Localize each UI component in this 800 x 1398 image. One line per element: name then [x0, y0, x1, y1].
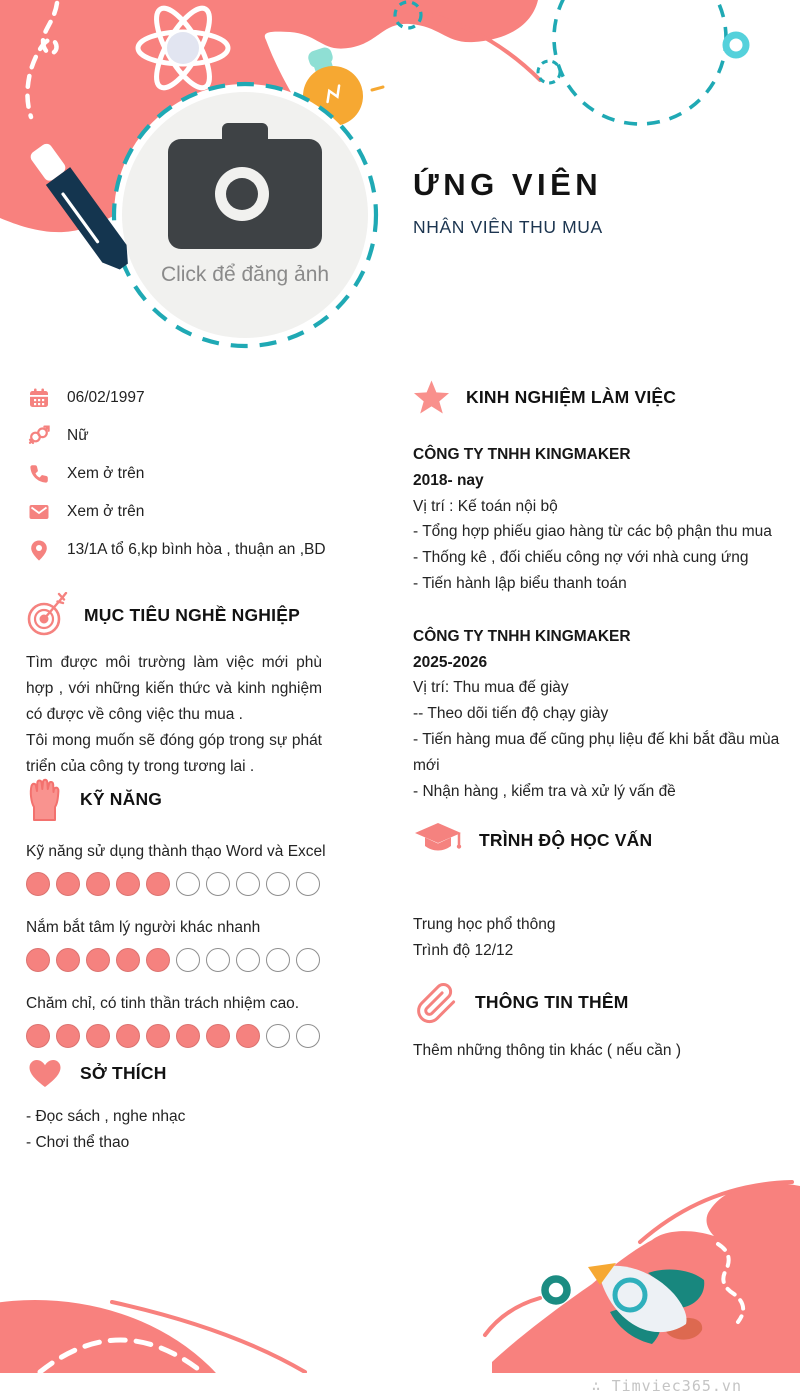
- interests-heading: SỞ THÍCH: [80, 1062, 167, 1083]
- skill-label: Kỹ năng sử dụng thành thạo Word và Excel: [26, 843, 326, 860]
- header-block: [413, 167, 603, 238]
- job-entry: [413, 442, 791, 597]
- paperclip-icon: [413, 980, 459, 1024]
- heart-icon: [26, 1056, 64, 1090]
- cyan-ring: [726, 35, 746, 55]
- additional-line: Thêm những thông tin khác ( nếu cần ): [413, 1042, 682, 1059]
- hand-icon: [26, 776, 64, 822]
- interest-item: - Đọc sách , nghe nhạc: [26, 1108, 186, 1125]
- skill-dot-filled: [146, 872, 170, 896]
- skill-dot-filled: [56, 948, 80, 972]
- skill-dot-filled: [146, 948, 170, 972]
- job-period: 2018- nay: [413, 471, 484, 489]
- skill-dot-empty: [236, 948, 260, 972]
- email-value: Xem ở trên: [67, 503, 145, 520]
- job-title: NHÂN VIÊN THU MUA: [413, 217, 603, 237]
- calendar-icon: [28, 387, 50, 409]
- skill-dot-empty: [206, 872, 230, 896]
- skill-dot-filled: [56, 1024, 80, 1048]
- skill-dot-empty: [296, 872, 320, 896]
- skill-dot-filled: [56, 872, 80, 896]
- photo-upload-label[interactable]: Click để đăng ảnh: [160, 263, 330, 286]
- job-company: CÔNG TY TNHH KINGMAKER: [413, 627, 631, 645]
- skill-level-meter: [26, 948, 366, 974]
- target-icon: [26, 592, 68, 638]
- contact-row-gender: [26, 417, 366, 455]
- skill-level-meter: [26, 872, 366, 898]
- gender-value: Nữ: [67, 427, 89, 444]
- pen-icon: [20, 120, 240, 300]
- skills-heading: KỸ NĂNG: [80, 788, 163, 809]
- graduation-cap-icon: [413, 820, 463, 860]
- email-icon: [28, 501, 50, 523]
- star-icon: [413, 379, 450, 415]
- skill-level-meter: [26, 1024, 366, 1050]
- page-title: ỨNG VIÊN: [413, 167, 603, 202]
- job-detail: - Tiến hàng mua đế cũng phụ liệu đế khi bắt đầu mùa mới: [413, 730, 780, 774]
- interests-section: [26, 1056, 366, 1156]
- additional-info-section: [413, 980, 791, 1064]
- skill-dot-empty: [266, 948, 290, 972]
- skill-dot-filled: [86, 948, 110, 972]
- skill-dot-empty: [176, 872, 200, 896]
- location-pin-icon: [28, 539, 50, 562]
- objective-heading: MỤC TIÊU NGHỀ NGHIỆP: [84, 604, 300, 625]
- additional-heading: THÔNG TIN THÊM: [475, 991, 629, 1012]
- skill-dot-empty: [206, 948, 230, 972]
- job-detail: - Nhận hàng , kiểm tra và xử lý vấn đề: [413, 782, 676, 800]
- brand-watermark: ∴ Timviec365.vn: [591, 1377, 742, 1395]
- skill-dot-filled: [146, 1024, 170, 1048]
- objective-paragraph: Tìm được môi trường làm việc mới phù hợp , với những kiến thức và kinh nghiệm có được về công việc thu mua .: [26, 654, 322, 723]
- skill-dot-filled: [116, 948, 140, 972]
- skill-dot-filled: [26, 872, 50, 896]
- job-detail: -- Theo dõi tiến độ chạy giày: [413, 705, 609, 723]
- skill-dot-filled: [236, 1024, 260, 1048]
- bottom-decoration: [0, 1178, 800, 1398]
- education-section: [413, 820, 791, 964]
- objective-paragraph: Tôi mong muốn sẽ đóng góp trong sự phát triển của công ty trong tương lai .: [26, 732, 322, 775]
- job-entry: [413, 624, 791, 805]
- skill-dot-empty: [266, 872, 290, 896]
- skills-section: [26, 776, 366, 1050]
- skill-dot-filled: [116, 872, 140, 896]
- experience-heading: KINH NGHIỆM LÀM VIỆC: [466, 386, 677, 407]
- contact-row-email: [26, 493, 366, 531]
- skill-dot-filled: [206, 1024, 230, 1048]
- contact-section: [26, 379, 366, 569]
- skill-dot-filled: [26, 1024, 50, 1048]
- objective-section: [26, 592, 322, 780]
- skill-label: Nắm bắt tâm lý người khác nhanh: [26, 919, 261, 936]
- gender-icon: [28, 424, 50, 448]
- skill-dot-empty: [296, 1024, 320, 1048]
- pink-blob-bottom-left: [0, 1300, 260, 1398]
- job-position: Vị trí: Thu mua đế giày: [413, 679, 569, 697]
- experience-section: [413, 379, 791, 804]
- skill-dot-filled: [86, 1024, 110, 1048]
- job-detail: - Tiến hành lập biểu thanh toán: [413, 574, 627, 592]
- skill-dot-empty: [296, 948, 320, 972]
- skill-dot-empty: [266, 1024, 290, 1048]
- contact-row-address: [26, 531, 366, 569]
- job-position: Vị trí : Kế toán nội bộ: [413, 497, 558, 515]
- skill-label: Chăm chỉ, có tinh thần trách nhiệm cao.: [26, 995, 300, 1012]
- contact-row-phone: [26, 455, 366, 493]
- skill-dot-filled: [116, 1024, 140, 1048]
- contact-row-birthday: [26, 379, 366, 417]
- skill-dot-filled: [176, 1024, 200, 1048]
- phone-value: Xem ở trên: [67, 465, 145, 482]
- job-detail: - Tổng hợp phiếu giao hàng từ các bộ phận thu mua: [413, 523, 772, 541]
- skill-dot-empty: [176, 948, 200, 972]
- interest-item: - Chơi thể thao: [26, 1134, 130, 1151]
- skill-dot-empty: [236, 872, 260, 896]
- job-detail: - Thống kê , đối chiếu công nợ với nhà cung ứng: [413, 549, 749, 567]
- address-value: 13/1A tổ 6,kp bình hòa , thuận an ,BD: [67, 541, 326, 558]
- education-line: Trình độ 12/12: [413, 942, 514, 959]
- teal-ring: [545, 1279, 567, 1301]
- skill-dot-filled: [86, 872, 110, 896]
- job-period: 2025-2026: [413, 653, 488, 671]
- phone-icon: [28, 463, 50, 485]
- education-line: Trung học phổ thông: [413, 916, 556, 933]
- skill-dot-filled: [26, 948, 50, 972]
- job-company: CÔNG TY TNHH KINGMAKER: [413, 446, 631, 463]
- education-heading: TRÌNH ĐỘ HỌC VẤN: [479, 829, 653, 850]
- birthday-value: 06/02/1997: [67, 389, 145, 406]
